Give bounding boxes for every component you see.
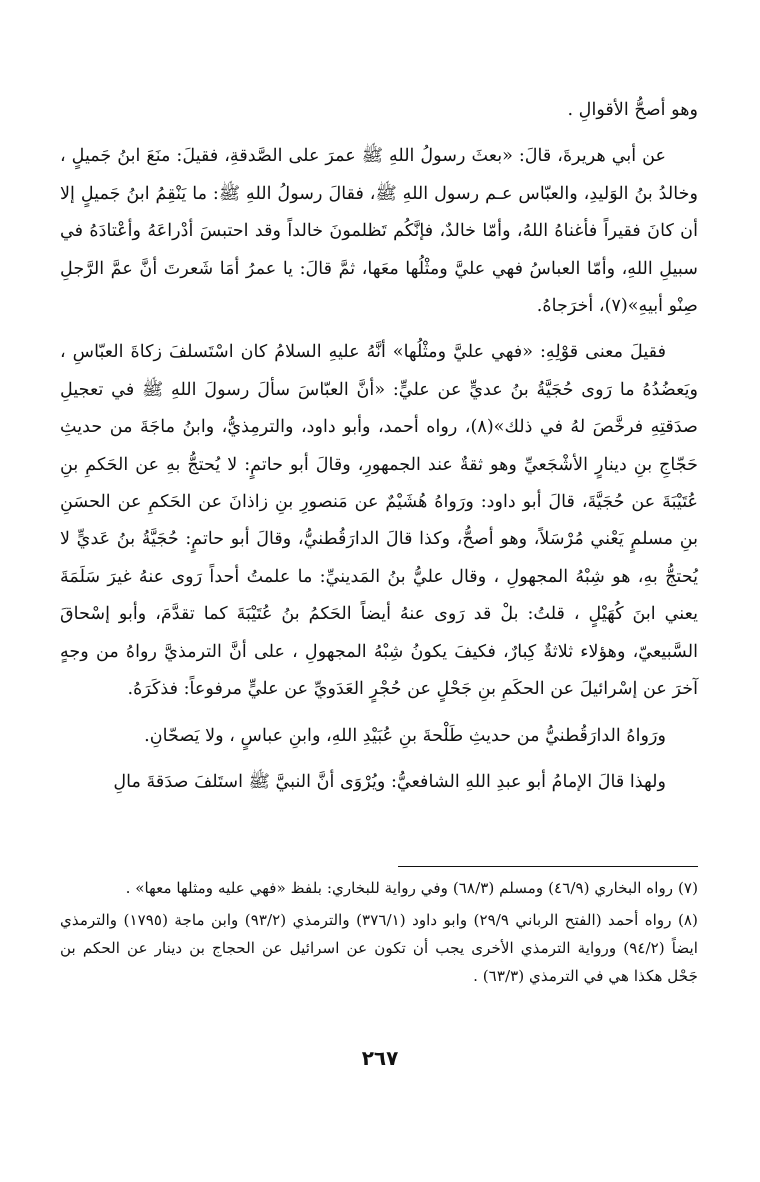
main-text bbox=[60, 92, 698, 801]
page-number: ٢٦٧ bbox=[361, 1046, 399, 1070]
paragraph-hadith-abu-hurayra: عن أبي هريرةَ، قالَ: «بعثَ رسولُ اللهِ ﷺ عمرَ على الصَّدقةِ، فقيلَ: منَعَ ابنُ جَميلٍ ، وخالدُ بنُ الوَليدِ، والعبّاس عـم رسول اللهِ ﷺ، فقالَ رسولُ اللهِ ﷺ: ما يَنْقِمُ ابنُ جَميلٍ إلا أن كانَ فقيراً فأغناهُ اللهُ، وأمّا خالدٌ، فإنَّكُم تَظلمونَ خالداً وقد احتبسَ أدْراعَهُ وأعْتادَهُ في سبيلِ اللهِ، وأمّا العباسُ فهي عليَّ ومثْلُها معَها، ثمَّ قالَ: يا عمرُ أمَا شَعرتَ أنَّ عمَّ الرَّجلِ صِنْو أبيهِ»(٧)، أخرَجاهُ. bbox=[60, 146, 698, 317]
footnote-8: (٨) رواه أحمد (الفتح الرباني ٢٩/٩) وابو داود (٣٧٦/١) والترمذي (٩٣/٢) وابن ماجة (١٧٩٥) والترمذي ايضاً (٩٤/٢) ورواية الترمذي الأخرى يجب أن تكون عن اسرائيل عن الحجاج بن دينار عن الحكم بن جَحْل هكذا هي في الترمذي (٦٣/٣) . bbox=[60, 911, 699, 985]
paragraph-daraqutni: ورَواهُ الدارَقُطنيُّ من حديثِ طَلْحةَ بنِ عُبَيْدِ اللهِ، وابنِ عباسٍ ، ولا يَصحّانِ. bbox=[144, 725, 666, 746]
paragraph-closing-line: وهو أصحُّ الأقوالِ . bbox=[567, 100, 698, 120]
paragraph-shafii: ولهذا قالَ الإمامُ أبو عبدِ اللهِ الشافعيُّ: ويُرْوَى أنَّ النبيَّ ﷺ استَلفَ صدَقةَ مالِ bbox=[113, 771, 666, 792]
footnote-7: (٧) رواه البخاري (٤٦/٩) ومسلم (٦٨/٣) وفي رواية للبخاري: بلفظ «فهي عليه ومثلها معها» . bbox=[125, 879, 698, 897]
footnote-divider bbox=[398, 866, 698, 867]
paragraph-commentary: فقيلَ معنى قوْلِهِ: «فهي عليَّ ومثْلُها» أنَّهُ عليهِ السلامُ كان اسْتَسلفَ زكاةَ العبّاسِ ، ويَعضُدُهُ ما رَوى حُجَيَّةُ بنُ عديٍّ عن عليٍّ: «أنَّ العبّاسَ سألَ رسولَ اللهِ ﷺ في تعجيلِ صدَقتِهِ فرخَّصَ لهُ في ذلك»(٨)، رواه أحمد، وأبو داود، والترمِذيُّ، وابنُ ماجَةَ من حديثِ حَجّاجِ بنِ دينارٍ الأشْجَعيِّ وهو ثقةٌ عند الجمهورِ، وقالَ أبو حاتمٍ: لا يُحتجُّ بهِ عن الحَكمِ بنِ عُتَيْبَةَ عن حُجَيَّةَ، قالَ أبو داود: ورَواهُ هُشَيْمٌ عن مَنصورِ بنِ زاذانَ عن الحَكمِ عن الحسَنِ بنِ مسلمٍ يَعْني مُرْسَلاً، وهو أصحُّ، وكذا قالَ الدارَقُطنيُّ، وقالَ أبو حاتمٍ: حُجَيَّةُ بنُ عَديٍّ لا يُحتجُّ بهِ، هو شِبْهُ المجهولِ ، وقال عليُّ بنُ المَدينيِّ: ما علمتُ أحداً رَوى عنهُ غيرَ سَلَمَةَ يعني ابنَ كُهَيْلٍ ، قلتُ: بلْ قد رَوى عنهُ أيضاً الحَكمُ بنُ عُتَيْبَةَ كما تقدَّمَ، وأبو إسْحاقَ السَّبيعيّ، وهؤلاء ثلاثةٌ كِبارٌ، فكيفَ يكونُ شِبْهُ المجهولِ ، على أنَّ الترمذيَّ رواهُ من وجهٍ آخرَ عن إسْرائيلَ عن الحكَمِ بنِ جَحْلٍ عن حُجْرٍ العَدَويِّ عن عليٍّ مرفوعاً: فذكَرَهُ. bbox=[60, 342, 698, 700]
footnotes bbox=[60, 874, 698, 994]
